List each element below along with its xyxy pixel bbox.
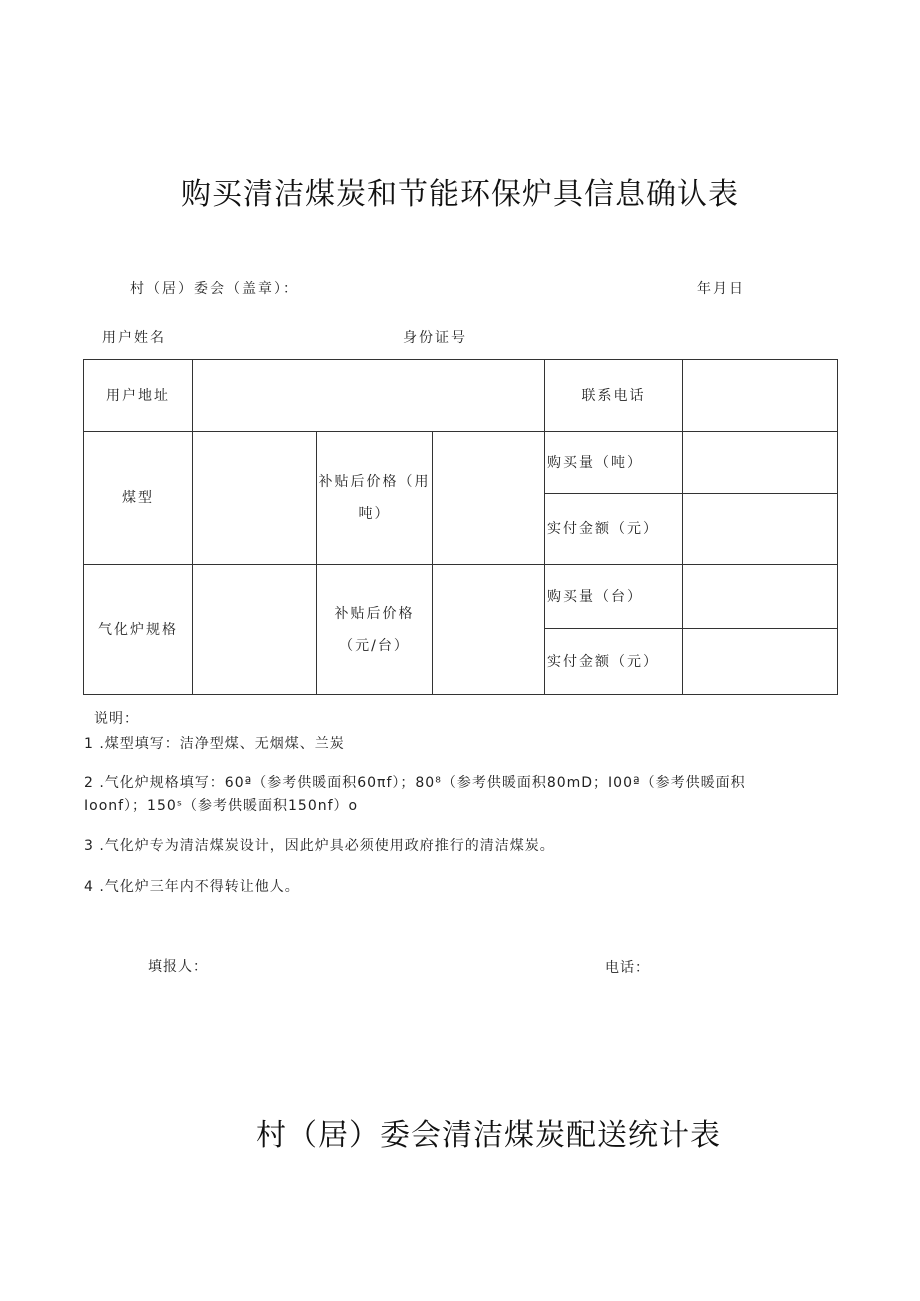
user-name-label: 用户姓名 [102,330,166,346]
filler-phone-label: 电话： [605,960,650,976]
stove-paid-label: 实付金额（元） [545,629,683,695]
address-label: 用户地址 [84,360,193,432]
coal-type-label: 煤型 [84,432,193,565]
stove-paid-cell[interactable] [683,629,838,695]
phone-label: 联系电话 [545,360,683,432]
coal-paid-cell[interactable] [683,494,838,565]
filler-label: 填报人： [148,959,208,975]
info-table [83,359,838,695]
coal-type-cell[interactable] [193,432,317,565]
coal-qty-label: 购买量（吨） [545,432,683,494]
note-item-2-continued: Ioonf）；150ˢ（参考供暖面积150nf）o [84,798,359,814]
second-title: 村（居）委会清洁煤炭配送统计表 [256,1118,721,1153]
date-label: 年月日 [697,281,745,297]
stove-qty-label: 购买量（台） [545,565,683,629]
coal-paid-label: 实付金额（元） [545,494,683,565]
stove-qty-cell[interactable] [683,565,838,629]
stove-price-label: 补贴后价格（元/台） [317,565,433,695]
note-item-2: 2 .气化炉规格填写：60ª（参考供暖面积60πf）；80⁸（参考供暖面积80mD；I00ª（参考供暖面积 [84,775,746,791]
note-item-1: 1 .煤型填写：洁净型煤、无烟煤、兰炭 [84,736,345,752]
stove-spec-label: 气化炉规格 [84,565,193,695]
id-number-label: 身份证号 [403,330,467,346]
notes-heading: 说明： [94,711,139,727]
note-item-4: 4 .气化炉三年内不得转让他人。 [84,879,300,895]
committee-stamp-label: 村（居）委会（盖章）： [130,281,299,297]
address-cell[interactable] [193,360,545,432]
coal-qty-cell[interactable] [683,432,838,494]
note-item-3: 3 .气化炉专为清洁煤炭设计，因此炉具必须使用政府推行的清洁煤炭。 [84,838,555,854]
stove-spec-cell[interactable] [193,565,317,695]
form-title: 购买清洁煤炭和节能环保炉具信息确认表 [181,177,739,212]
stove-price-cell[interactable] [433,565,545,695]
coal-price-cell[interactable] [433,432,545,565]
phone-cell[interactable] [683,360,838,432]
coal-price-label: 补贴后价格（用吨） [317,432,433,565]
